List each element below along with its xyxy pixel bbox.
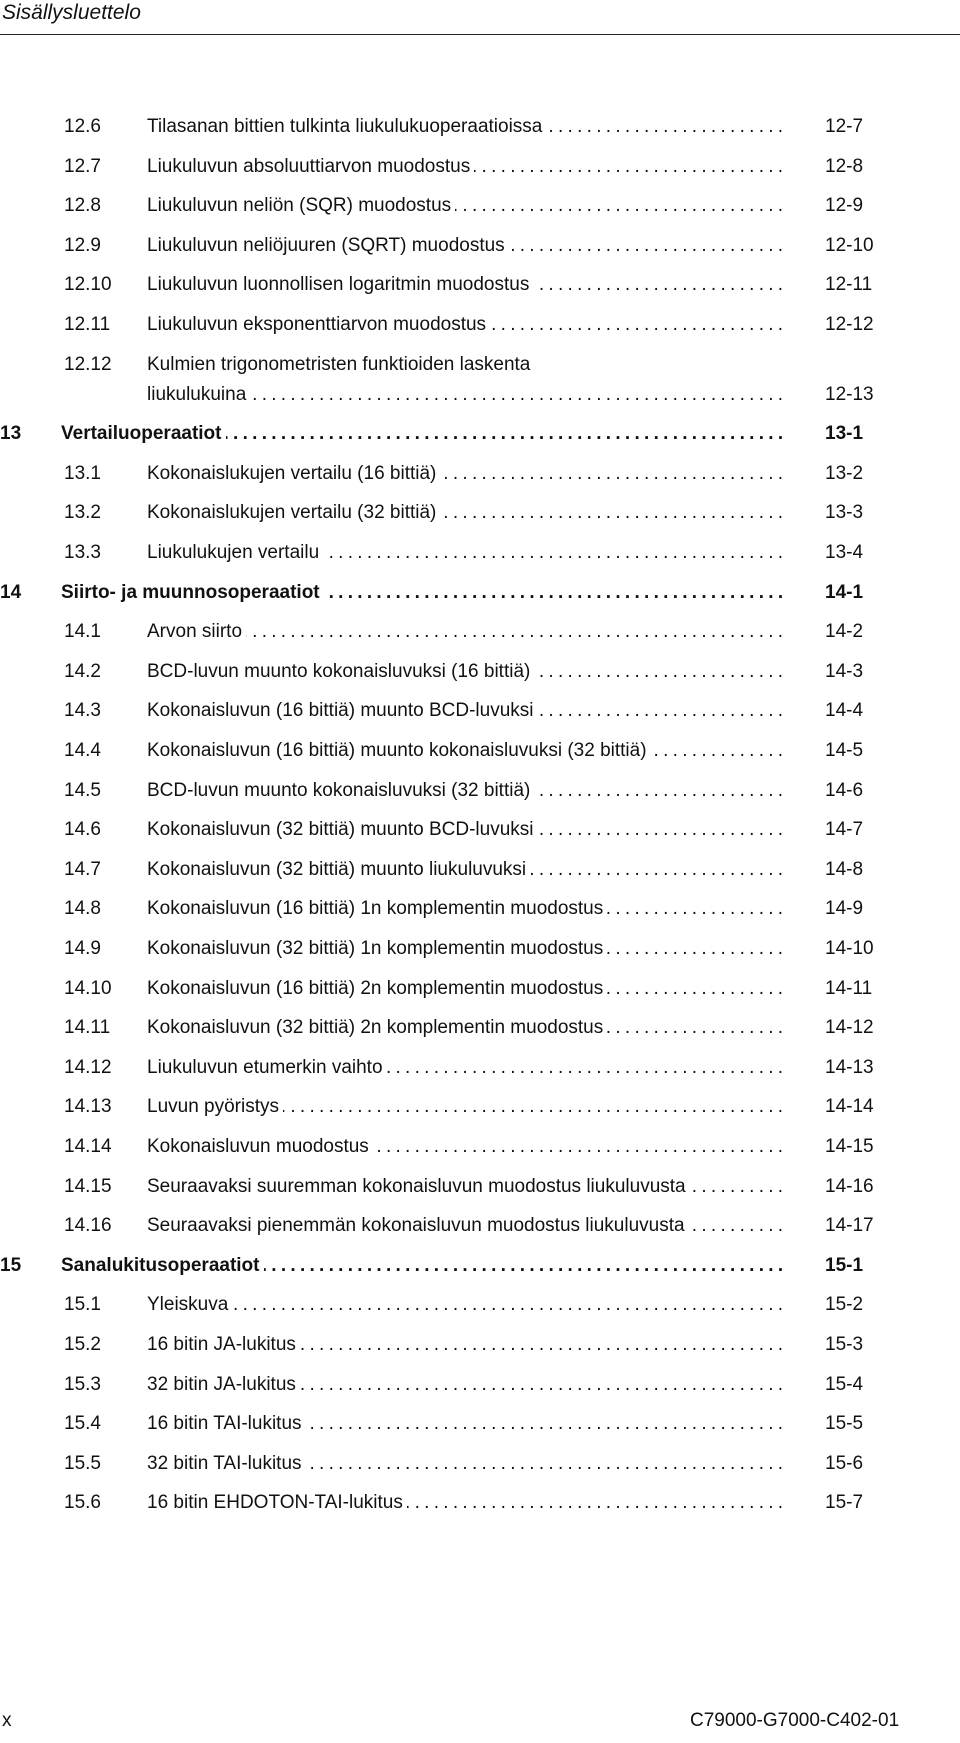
toc-entry-title: Liukuluvun eksponenttiarvon muodostus (147, 314, 490, 335)
toc-entry-page: 13-2 (825, 462, 864, 484)
toc-entry-leader (147, 1488, 784, 1518)
toc-entry-number: 12.9 (64, 234, 101, 256)
toc-entry[interactable] (0, 934, 960, 964)
toc-entry-number: 14.10 (64, 977, 112, 999)
toc-chapter-entry[interactable] (0, 578, 960, 608)
toc-entry[interactable] (0, 1370, 960, 1400)
toc-entry-number: 14.6 (64, 819, 101, 841)
toc-entry[interactable] (0, 350, 960, 410)
footer-page-number: x (2, 1710, 12, 1731)
toc-entry-leader (147, 1330, 784, 1360)
toc-entry-leader (147, 776, 784, 806)
toc-entry-number: 15.2 (64, 1334, 101, 1355)
toc-entry-leader (147, 310, 784, 340)
toc-entry-title: Tilasanan bittien tulkinta liukulukuoperaatioissa (147, 116, 546, 137)
toc-entry-leader (147, 1092, 784, 1122)
toc-entry-page: 14-5 (825, 740, 864, 761)
toc-entry-number: 14.13 (64, 1096, 112, 1118)
toc-entry-leader (147, 617, 784, 647)
toc-entry[interactable] (0, 974, 960, 1004)
toc-entry[interactable] (0, 657, 960, 687)
toc-entry-title: Kokonaisluvun (32 bittiä) muunto BCD-luvuksi (147, 819, 538, 840)
toc-entry-page: 12-10 (825, 234, 874, 256)
toc-chapter-entry[interactable] (0, 1251, 960, 1281)
toc-entry-title: Seuraavaksi suuremman kokonaisluvun muodostus liukuluvusta (147, 1176, 690, 1197)
toc-entry-number: 13.3 (64, 542, 101, 563)
toc-entry[interactable] (0, 736, 960, 766)
toc-entry[interactable] (0, 1488, 960, 1518)
toc-entry-page: 15-5 (825, 1413, 864, 1435)
toc-entry[interactable] (0, 1409, 960, 1439)
toc-entry-page: 15-1 (825, 1254, 864, 1276)
toc-entry-leader (147, 1172, 784, 1202)
toc-entry-title: Vertailuoperaatiot (61, 423, 226, 444)
toc-entry-leader (147, 1449, 784, 1479)
toc-entry-page: 12-8 (825, 155, 864, 177)
toc-entry-title: Liukuluvun etumerkin vaihto (147, 1057, 387, 1078)
toc-entry-leader (147, 696, 784, 726)
toc-entry-leader (147, 459, 784, 489)
toc-entry-title: Sanalukitusoperaatiot (61, 1255, 264, 1276)
toc-entry-page: 12-7 (825, 116, 864, 137)
toc-entry-leader (147, 1290, 784, 1320)
toc-entry-leader (147, 538, 784, 568)
toc-entry[interactable] (0, 1013, 960, 1043)
toc-entry-page: 12-13 (825, 383, 874, 405)
toc-entry-leader (147, 974, 784, 1004)
toc-chapter-entry[interactable] (0, 419, 960, 449)
toc-entry-leader (147, 1053, 784, 1083)
toc-entry-title: Yleiskuva (147, 1294, 232, 1315)
toc-entry-number: 12.10 (64, 274, 112, 296)
toc-entry-leader (147, 1211, 784, 1241)
toc-entry-number: 12.11 (64, 314, 111, 335)
toc-entry-title: Kokonaisluvun muodostus (147, 1136, 373, 1157)
toc-entry-page: 14-3 (825, 660, 864, 682)
toc-entry-title: 32 bitin JA-lukitus (147, 1374, 300, 1395)
toc-entry[interactable] (0, 231, 960, 261)
toc-entry-number: 15.3 (64, 1373, 101, 1395)
toc-entry[interactable] (0, 1449, 960, 1479)
toc-entry[interactable] (0, 459, 960, 489)
toc-entry-title-line1: Kulmien trigonometristen funktioiden laskenta (147, 353, 531, 375)
toc-entry[interactable] (0, 112, 960, 142)
toc-entry[interactable] (0, 270, 960, 300)
toc-entry-leader (147, 855, 784, 885)
toc-entry-number: 15.4 (64, 1413, 101, 1435)
toc-entry-number: 14.1 (64, 621, 101, 643)
toc-entry-page: 14-11 (825, 977, 873, 999)
toc-entry-page: 14-2 (825, 621, 864, 643)
toc-entry-number: 14.8 (64, 898, 101, 920)
toc-entry-title: Kokonaisluvun (32 bittiä) muunto liukuluvuksi (147, 859, 530, 880)
toc-entry-page: 14-6 (825, 779, 864, 801)
toc-entry-page: 14-10 (825, 938, 874, 959)
toc-entry[interactable] (0, 152, 960, 182)
toc-entry[interactable] (0, 894, 960, 924)
toc-entry-leader (61, 578, 784, 608)
toc-entry-page: 12-12 (825, 314, 874, 335)
toc-entry-title: 16 bitin TAI-lukitus (147, 1413, 306, 1434)
toc-entry-title: liukulukuina (147, 384, 250, 405)
toc-entry-title: Liukuluvun neliöjuuren (SQRT) muodostus (147, 235, 509, 256)
toc-entry[interactable] (0, 776, 960, 806)
toc-entry-leader (147, 231, 784, 261)
header-rule (0, 34, 960, 35)
toc-entry-title: Kokonaisluvun (16 bittiä) 1n komplementin muodostus (147, 898, 607, 919)
toc-entry-leader (147, 152, 784, 182)
toc-entry-page: 15-3 (825, 1334, 864, 1355)
toc-entry-number: 12.6 (64, 116, 101, 137)
toc-entry-number: 14.3 (64, 700, 101, 722)
toc-entry-title: Kokonaisluvun (16 bittiä) muunto BCD-luvuksi (147, 700, 538, 721)
toc-entry-title: BCD-luvun muunto kokonaisluvuksi (16 bittiä) (147, 661, 534, 682)
toc-entry-number: 14.12 (64, 1056, 112, 1078)
toc-entry-leader (147, 1370, 784, 1400)
toc-entry-page: 14-7 (825, 819, 864, 841)
toc-entry[interactable] (0, 191, 960, 221)
toc-entry-leader (147, 191, 784, 221)
toc-entry-page: 13-3 (825, 502, 864, 524)
toc-entry-page: 14-17 (825, 1215, 874, 1237)
toc-entry-page: 14-4 (825, 700, 864, 722)
toc-entry-number: 13.2 (64, 502, 101, 524)
toc-entry-leader (147, 112, 784, 142)
toc-entry[interactable] (0, 538, 960, 568)
toc-entry[interactable] (0, 855, 960, 885)
toc-entry-page: 13-4 (825, 542, 864, 563)
toc-entry-page: 13-1 (825, 423, 864, 445)
toc-entry-leader (147, 815, 784, 845)
footer-document-id: C79000-G7000-C402-01 (690, 1710, 900, 1731)
toc-entry[interactable] (0, 1290, 960, 1320)
toc-entry-page: 12-11 (825, 274, 873, 296)
toc-entry-number: 14.4 (64, 740, 101, 761)
toc-entry-title: Seuraavaksi pienemmän kokonaisluvun muodostus liukuluvusta (147, 1215, 689, 1236)
toc-entry-number: 14 (0, 581, 22, 603)
toc-entry-number: 14.9 (64, 938, 101, 959)
toc-entry-leader (147, 380, 784, 410)
toc-entry-page: 14-16 (825, 1175, 874, 1197)
toc-entry[interactable] (0, 1172, 960, 1202)
page-header-title: Sisällysluettelo (2, 1, 141, 24)
toc-entry-page: 14-8 (825, 858, 864, 880)
toc-entry-leader (147, 1013, 784, 1043)
toc-entry-page: 15-4 (825, 1373, 864, 1395)
toc-entry-number: 15 (0, 1254, 22, 1276)
toc-entry-leader (147, 736, 784, 766)
toc-entry-title: Liukuluvun neliön (SQR) muodostus (147, 195, 455, 216)
toc-entry-number: 14.11 (64, 1017, 111, 1039)
toc-entry-leader (147, 894, 784, 924)
toc-entry-number: 15.1 (64, 1294, 101, 1316)
toc-entry-page: 14-9 (825, 898, 864, 920)
toc-entry-title: Kokonaislukujen vertailu (32 bittiä) (147, 502, 440, 523)
toc-entry-title: 32 bitin TAI-lukitus (147, 1453, 306, 1474)
toc-entry[interactable] (0, 815, 960, 845)
toc-entry-leader (147, 1409, 784, 1439)
toc-entry[interactable] (0, 696, 960, 726)
toc-entry[interactable] (0, 310, 960, 340)
toc-entry-title: Kokonaisluvun (32 bittiä) 2n komplementin muodostus (147, 1017, 607, 1038)
toc-entry-title: Kokonaislukujen vertailu (16 bittiä) (147, 463, 440, 484)
toc-entry-leader (147, 1132, 784, 1162)
toc-entry-page: 14-15 (825, 1136, 874, 1157)
toc-entry-number: 14.2 (64, 660, 101, 682)
toc-entry-number: 15.5 (64, 1452, 101, 1474)
toc-entry[interactable] (0, 1330, 960, 1360)
toc-entry-leader (147, 270, 784, 300)
toc-entry-page: 15-7 (825, 1492, 864, 1514)
toc-entry-title: Liukuluvun luonnollisen logaritmin muodostus (147, 274, 533, 295)
toc-entry-title: 16 bitin EHDOTON-TAI-lukitus (147, 1492, 407, 1513)
toc-entry-title: BCD-luvun muunto kokonaisluvuksi (32 bittiä) (147, 780, 534, 801)
toc-entry-leader (147, 657, 784, 687)
toc-entry-title: Siirto- ja muunnosoperaatiot (61, 582, 324, 603)
toc-entry-page: 14-14 (825, 1096, 874, 1118)
toc-entry-number: 12.7 (64, 155, 101, 177)
toc-entry-title: Kokonaisluvun (32 bittiä) 1n komplementin muodostus (147, 938, 607, 959)
toc-entry-number: 14.16 (64, 1215, 112, 1237)
toc-entry-title: Liukulukujen vertailu (147, 542, 323, 563)
toc-entry[interactable] (0, 1092, 960, 1122)
toc-entry-number: 13 (0, 423, 22, 445)
toc-entry-page: 14-13 (825, 1056, 874, 1078)
toc-entry-leader (61, 1251, 784, 1281)
toc-entry-number: 12.12 (64, 353, 112, 375)
toc-entry-leader (147, 498, 784, 528)
toc-entry-title: Kokonaisluvun (16 bittiä) 2n komplementin muodostus (147, 978, 607, 999)
toc-entry-title: Liukuluvun absoluuttiarvon muodostus (147, 156, 474, 177)
toc-entry-page: 15-6 (825, 1452, 864, 1474)
toc-entry-title: Kokonaisluvun (16 bittiä) muunto kokonaisluvuksi (32 bittiä) (147, 740, 651, 761)
toc-entry[interactable] (0, 498, 960, 528)
toc-entry[interactable] (0, 617, 960, 647)
toc-entry-title: Arvon siirto (147, 621, 246, 642)
toc-entry[interactable] (0, 1211, 960, 1241)
toc-entry-number: 14.14 (64, 1136, 112, 1157)
toc-entry-leader (61, 419, 784, 449)
toc-entry-number: 12.8 (64, 195, 101, 217)
toc-entry-page: 12-9 (825, 195, 864, 217)
toc-entry[interactable] (0, 1053, 960, 1083)
toc-entry-number: 14.7 (64, 858, 101, 880)
toc-entry-page: 14-1 (825, 581, 864, 603)
toc-entry-number: 14.15 (64, 1175, 112, 1197)
toc-entry-number: 15.6 (64, 1492, 101, 1514)
toc-entry-number: 13.1 (64, 462, 101, 484)
toc-entry-page: 15-2 (825, 1294, 864, 1316)
toc-entry-leader (147, 934, 784, 964)
toc-entry-title: Luvun pyöristys (147, 1096, 283, 1117)
toc-entry[interactable] (0, 1132, 960, 1162)
toc-entry-page: 14-12 (825, 1017, 874, 1039)
toc-entry-number: 14.5 (64, 779, 101, 801)
toc-entry-title: 16 bitin JA-lukitus (147, 1334, 300, 1355)
